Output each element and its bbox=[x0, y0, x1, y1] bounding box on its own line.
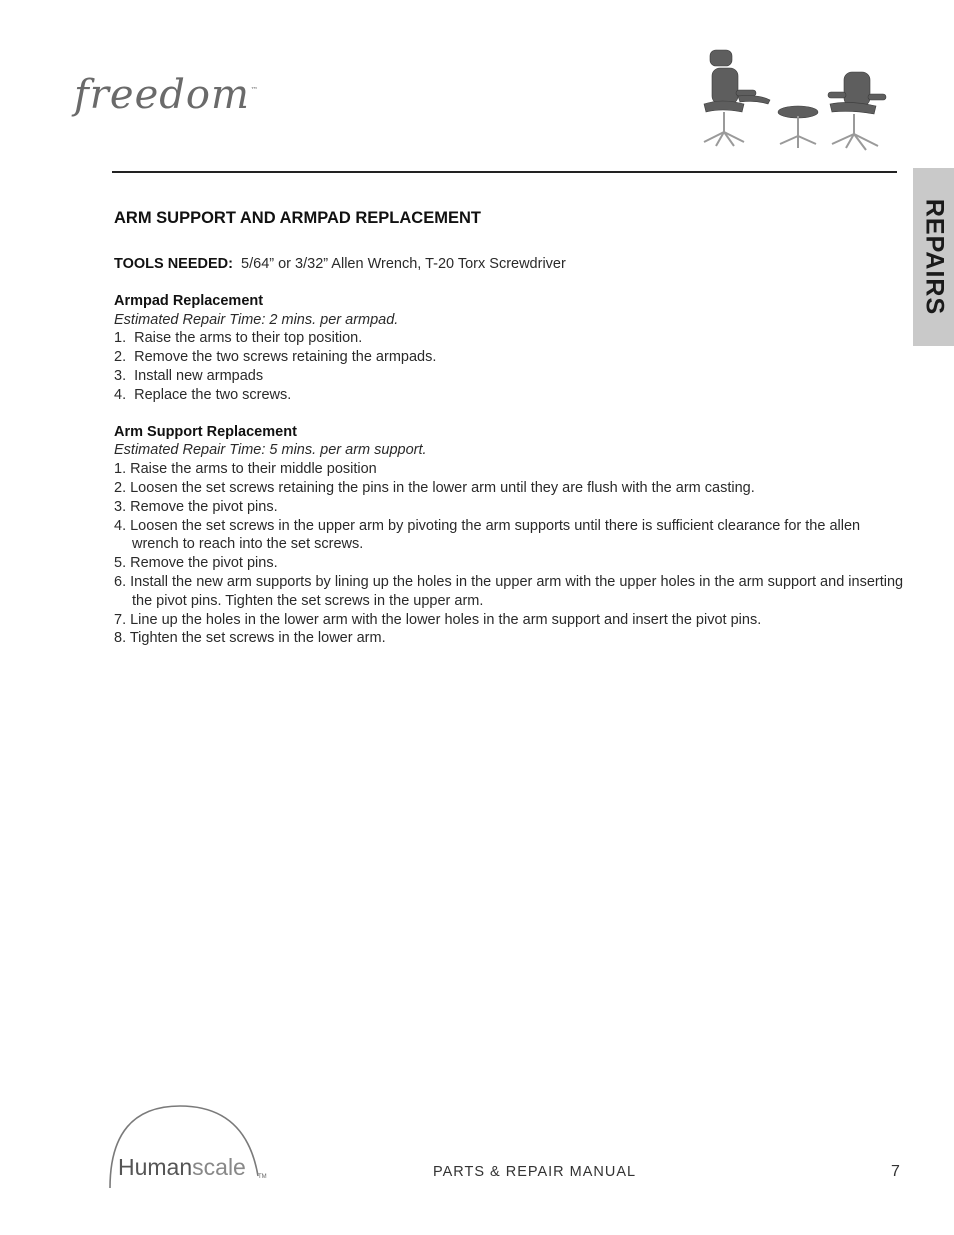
list-item: 2. Loosen the set screws retaining the pins in the lower arm until they are flush with the arm casting. bbox=[114, 479, 755, 496]
arm-support-steps bbox=[114, 460, 904, 648]
page-number: 7 bbox=[891, 1163, 900, 1180]
freedom-wordmark: freedom bbox=[74, 72, 250, 118]
list-item: 4. Loosen the set screws in the upper arm by pivoting the arm supports until there is sufficient clearance for the allen wrench to reach into the set screws. bbox=[114, 517, 861, 553]
list-item: 2. Remove the two screws retaining the armpads. bbox=[114, 349, 437, 366]
section-title: ARM SUPPORT AND ARMPAD REPLACEMENT bbox=[114, 209, 481, 227]
arm-support-repair-time: Estimated Repair Time: 5 mins. per arm support. bbox=[114, 442, 427, 459]
humanscale-wordmark-bold: Human bbox=[118, 1154, 193, 1180]
section-tab-label: REPAIRS bbox=[920, 198, 948, 316]
humanscale-trademark: TM bbox=[258, 1174, 267, 1180]
arm-support-heading: Arm Support Replacement bbox=[114, 423, 297, 440]
chairs-product-photo bbox=[698, 46, 898, 158]
list-item: 3. Remove the pivot pins. bbox=[114, 498, 278, 515]
freedom-trademark: ™ bbox=[250, 86, 259, 94]
armpad-repair-time: Estimated Repair Time: 2 mins. per armpad. bbox=[114, 311, 399, 328]
humanscale-logo bbox=[106, 1100, 276, 1192]
humanscale-wordmark bbox=[118, 1154, 246, 1181]
main-content bbox=[114, 208, 904, 666]
tools-needed-value: 5/64” or 3/32” Allen Wrench, T-20 Torx Screwdriver bbox=[241, 256, 566, 272]
list-item: 5. Remove the pivot pins. bbox=[114, 555, 278, 572]
list-item: 1. Raise the arms to their middle position bbox=[114, 461, 377, 478]
tools-needed bbox=[114, 255, 904, 274]
list-item: 3. Install new armpads bbox=[114, 367, 264, 384]
list-item: 6. Install the new arm supports by lining up the holes in the upper arm with the upper holes in the arm support and inserting the pivot pins. Tighten the set screws in the upper arm. bbox=[114, 573, 904, 609]
section-tab-repairs bbox=[913, 168, 954, 346]
armpad-steps bbox=[114, 329, 904, 404]
arm-support-replacement-section bbox=[114, 423, 904, 649]
list-item: 1. Raise the arms to their top position. bbox=[114, 330, 363, 347]
freedom-logo bbox=[74, 72, 258, 118]
humanscale-wordmark-light: scale bbox=[192, 1154, 246, 1180]
armpad-replacement-section bbox=[114, 292, 904, 405]
tools-needed-label: TOOLS NEEDED: bbox=[114, 256, 233, 272]
list-item: 7. Line up the holes in the lower arm with the lower holes in the arm support and insert the pivot pins. bbox=[114, 611, 762, 628]
armpad-heading: Armpad Replacement bbox=[114, 292, 264, 309]
manual-title: PARTS & REPAIR MANUAL bbox=[433, 1164, 637, 1180]
list-item: 8. Tighten the set screws in the lower arm. bbox=[114, 630, 386, 647]
list-item: 4. Replace the two screws. bbox=[114, 386, 292, 403]
header-divider bbox=[112, 171, 897, 173]
